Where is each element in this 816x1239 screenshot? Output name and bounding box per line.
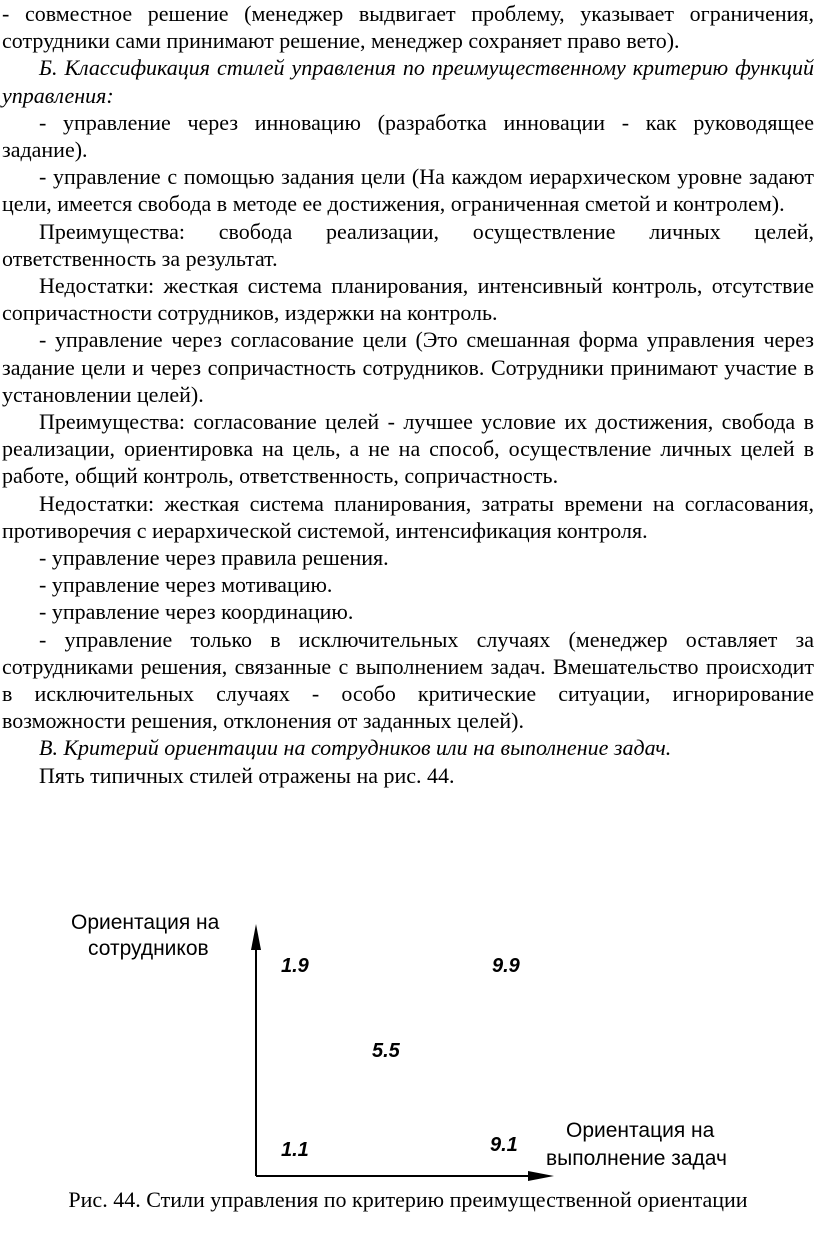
heading-classification-b: Б. Классификация стилей управления по преимущественному критерию функций управления:	[2, 55, 814, 108]
paragraph-disadvantages-2: Недостатки: жесткая система планирования, затраты времени на согласования, противоречия с иерархической системой, интенсификация контроля.	[2, 490, 814, 543]
style-label-5-5: 5.5	[372, 1040, 400, 1062]
paragraph-motivation: - управление через мотивацию.	[39, 572, 333, 598]
management-grid-figure	[0, 900, 816, 1200]
x-axis-arrow-icon	[528, 1171, 554, 1181]
paragraph-decision-rules: - управление через правила решения.	[39, 545, 389, 571]
paragraph-advantages-2: Преимущества: согласование целей - лучшее условие их достижения, свобода в реализации, ориентировка на цель, а не на способ, осуществление личных целей в работе, общий контроль, ответственность, сопричастность.	[2, 409, 814, 489]
style-label-9-9: 9.9	[492, 955, 520, 977]
style-label-1-1: 1.1	[281, 1139, 309, 1161]
paragraph-exceptions: - управление только в исключительных случаях (менеджер оставляет за сотрудниками решения, связанные с выполнением задач. Вмешательство происходит в исключительных случаях - особо критические ситуации, игнорирование возможности решения, отклонения от заданных целей).	[2, 626, 814, 734]
paragraph-goal-setting: - управление с помощью задания цели (На каждом иерархическом уровне задают цели, имеется свобода в методе ее достижения, ограниченная сметой и контролем).	[2, 164, 814, 217]
paragraph-disadvantages-1: Недостатки: жесткая система планирования, интенсивный контроль, отсутствие сопричастности сотрудников, издержки на контроль.	[2, 273, 814, 326]
y-axis-label-line2: сотрудников	[88, 937, 209, 960]
figure-caption: Рис. 44. Стили управления по критерию преимущественной ориентации	[68, 1187, 748, 1212]
paragraph-advantages-1: Преимущества: свобода реализации, осуществление личных целей, ответственность за результат.	[2, 218, 814, 271]
heading-criterion-v: В. Критерий ориентации на сотрудников или на выполнение задач.	[39, 735, 672, 761]
paragraph-innovation: - управление через инновацию (разработка инновации - как руководящее задание).	[2, 109, 814, 163]
y-axis-arrow-icon	[251, 924, 261, 950]
style-label-9-1: 9.1	[490, 1134, 518, 1156]
paragraph-figure-reference: Пять типичных стилей отражены на рис. 44.	[39, 762, 455, 788]
style-label-1-9: 1.9	[281, 955, 309, 977]
body-text	[2, 0, 814, 789]
paragraph-goal-agreement: - управление через согласование цели (Это смешанная форма управления через задание цели и через сопричастность сотрудников. Сотрудники принимают участие в установлении целей).	[2, 327, 814, 407]
x-axis-label-line1: Ориентация на	[566, 1119, 715, 1142]
y-axis-label-line1: Ориентация на	[71, 911, 220, 934]
x-axis-label-line2: выполнение задач	[546, 1147, 727, 1170]
paragraph-joint-decision: - совместное решение (менеджер выдвигает проблему, указывает ограничения, сотрудники сами принимают решение, менеджер сохраняет право вето).	[2, 1, 814, 54]
paragraph-coordination: - управление через координацию.	[39, 599, 354, 625]
